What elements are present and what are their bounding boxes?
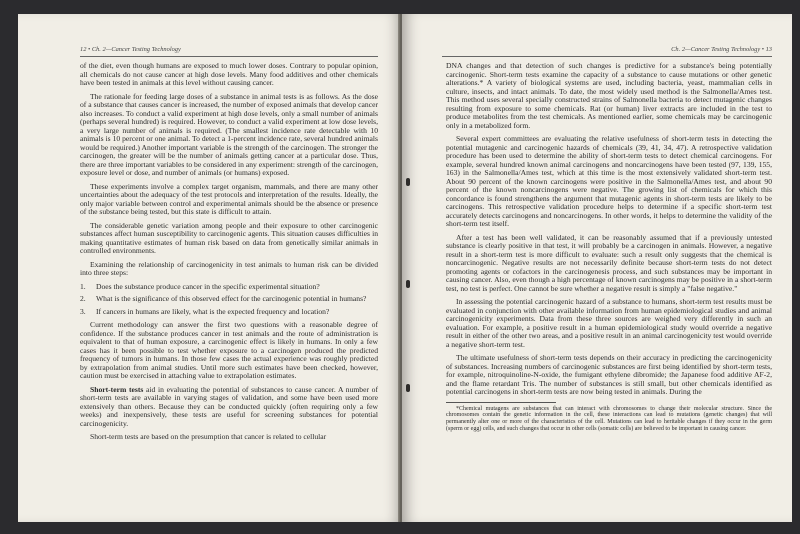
right-paragraph-5: The ultimate usefulness of short-term tests depends on their accuracy in predicting the carcinogenicity of substances. Increasing numbers of carcinogenic substances are first being identified by short-term tests, for example, nitroquinoline-N-oxide, the fumigant ethylene dibromide; the Japanese food additive AF-2, and the flame retardant Tris. The number of substances is still small, but other chemicals identified as potential carcinogens in short-term tests are now being tested in animals. During the [446, 353, 772, 396]
left-running-head: 12 • Ch. 2—Cancer Testing Technology [80, 46, 181, 53]
left-paragraph-1: of the diet, even though humans are exposed to much lower doses. Contrary to popular opinion, all chemicals do not cause cancer at high dose levels. Many food additives and other chemicals have been tested in animals at this level without causing cancer. [80, 61, 378, 87]
right-running-head: Ch. 2—Cancer Testing Technology • 13 [671, 46, 772, 53]
left-paragraph-last: Short-term tests are based on the presumption that cancer is related to cellular [90, 432, 327, 441]
right-head-rule [442, 56, 772, 57]
left-paragraph-6: Current methodology can answer the first two questions with a reasonable degree of confidence. If the substance produces cancer in test animals and the route of administration is equivalent to that of human exposure, a carcinogenic effect is likely in humans. In only a few cases has it been possible to test whether exposure to a carcinogen produced the predicted frequency of tumors in humans. In those few cases the actual experience was roughly predicted by extrapolation from animal studies. Until more such estimates have been checked, however, caution must be exercised in attaching value to extrapolation estimates. [80, 320, 378, 380]
binding-hole [406, 280, 410, 288]
list-number: 3. [80, 306, 86, 316]
list-text: If cancers in humans are likely, what is the expected frequency and location? [96, 306, 330, 316]
footnote: *Chemical mutagens are substances that can interact with chromosomes to change their molecular structure. Since the chromosomes contain the genetic information in the cell, these interactions can lead to mutations (genetic changes) that will permanently alter one or more of the characteristics of the cell. Mutations can lead to heritable changes if they occur in the germ (sperm or egg) cells, and such changes that occur in other cells (somatic cells) are believed to be important in causing cancer. [446, 405, 772, 432]
left-page-text [80, 62, 378, 447]
list-text: Does the substance produce cancer in the specific experimental situation? [96, 281, 320, 291]
left-page [18, 14, 400, 522]
list-text: What is the significance of this observed effect for the carcinogenic potential in humans? [96, 294, 367, 303]
list-item [80, 308, 378, 317]
left-paragraph-short-term [80, 386, 378, 429]
right-page-text [446, 62, 772, 438]
open-book [18, 14, 792, 522]
runin-heading: Short-term tests [90, 384, 144, 394]
right-paragraph-3: After a test has been well validated, it can be reasonably assumed that if a previously untested substance is clearly positive in that test, it will probably be a carcinogen in animals. However, a negative result in a short-term test is more difficult to evaluate: such a result only suggests that the chemical is noncarcinogenic. Negative results are not necessarily definite because short-term tests do not detect promoting agents or cofactors in the carcinogenesis process, and such substances may be important in causing cancer. Also, even though a high percentage of known carcinogens may be positive in a short-term test, no test is perfect. One cannot be sure whether a negative result is simply a "false negative." [446, 232, 772, 293]
list-item [80, 295, 378, 304]
left-head-rule [80, 56, 378, 57]
right-paragraph-1: DNA changes and that detection of such changes is predictive for a substance's being potentially carcinogenic. Short-term tests examine the capacity of a substance to cause mutations or other genetic alterations.* A variety of biological systems are used, including bacteria, yeast, mammalian cells in culture, insects, and intact animals. To date, the most widely used method is the Salmonella/Ames test. This method uses several specially constructed strains of Salmonella bacteria to detect mutagenic changes resulting from exposure to some chemicals. Rat (or human) liver extracts are included in the test to produce metabolites from the test chemicals. As mentioned earlier, some chemicals may be carcinogenic only in a metabolized form. [446, 61, 772, 130]
left-paragraph-3: These experiments involve a complex target organism, mammals, and there are many other uncertainties about the adequacy of the test protocols and interpretation of the results. Ideally, the only major variable between control and experimental animals should be the absence or presence of the substance being tested, but this state is difficult to attain. [80, 181, 378, 216]
footnote-rule [446, 402, 556, 403]
binding-hole [406, 384, 410, 392]
left-paragraph-2: The rationale for feeding large doses of a substance in animal tests is as follows. As the dose of a substance that causes cancer is increased, the number of exposed animals that develop cancer also increases. To conduct a valid experiment at high dose levels, only a small number of animals (perhaps several hundred) is required. However, to conduct a valid experiment at low dose levels, a very large number of animals is required. (The smallest incidence rate detectable with 10 animals is 10 percent or one animal. To detect a 1-percent incidence rate, several hundred animals would be required.) Another important variable is the strength of the carcinogen. The stronger the carcinogen, the greater will be the number of animals getting cancer at a particular dose. Thus, there are three important variables to be considered in any experiment: strength of the carcinogen, exposure level or dose, and number of animals (or humans) exposed. [80, 91, 378, 177]
binding-hole [406, 178, 410, 186]
left-paragraph-5: Examining the relationship of carcinogenicity in test animals to human risk can be divided into three steps: [80, 259, 378, 277]
right-page [402, 14, 792, 522]
list-number: 1. [80, 281, 86, 291]
left-paragraph-4: The considerable genetic variation among people and their exposure to other carcinogenic substances affect human susceptibility to carcinogenic agents. This situation causes difficulties in making quantitative estimates of human risk based on data from genetically similar animals in controlled environments. [80, 220, 378, 255]
right-paragraph-4: In assessing the potential carcinogenic hazard of a substance to humans, short-term test results must be evaluated in conjunction with other available information from human epidemiological studies and animal carcinogenicity experiments. Data from these three sources are weighed very differently in such an evaluation. For example, a positive result in a human epidemiological study would override a negative result in either of the other two areas, and a positive result in an animal carcinogenicity test would override a negative short-term test. [446, 297, 772, 349]
list-item [80, 283, 378, 292]
list-number: 2. [80, 294, 86, 303]
runin-text: aid in evaluating the potential of substances to cause cancer. A number of short-term tests are available in varying stages of validation, and some have been used more extensively than others. Because they can be conducted quickly (often requiring only a few weeks) and inexpensively, these tests are useful for screening substances for potential carcinogenicity. [80, 384, 378, 428]
right-paragraph-2: Several expert committees are evaluating the relative usefulness of short-term tests in detecting the potential mutagenic and carcinogenic hazards of chemicals (39, 41, 34, 47). A retrospective validation procedure has been used to determine the ability of short-term tests to detect chemical carcinogens. For example, several hundred known animal carcinogens and noncarcinogens have been tested (97, 139, 155, 163) in the Salmonella/Ames test, which at this time is the most extensively validated short-term test. About 90 percent of the known carcinogens were positive in the Salmonella/Ames test, and about 90 percent of the known noncarcinogens were negative. The growing list of chemicals for which this concordance is found strengthens the argument that mutagenic agents in short-term tests are likely to be carcinogens. This retrospective validation procedure helps to determine if a specific short-term test accurately detects carcinogens and noncarcinogens. In other words, it helps to determine the validity of the short-term test itself. [446, 134, 772, 228]
steps-list [80, 283, 378, 317]
